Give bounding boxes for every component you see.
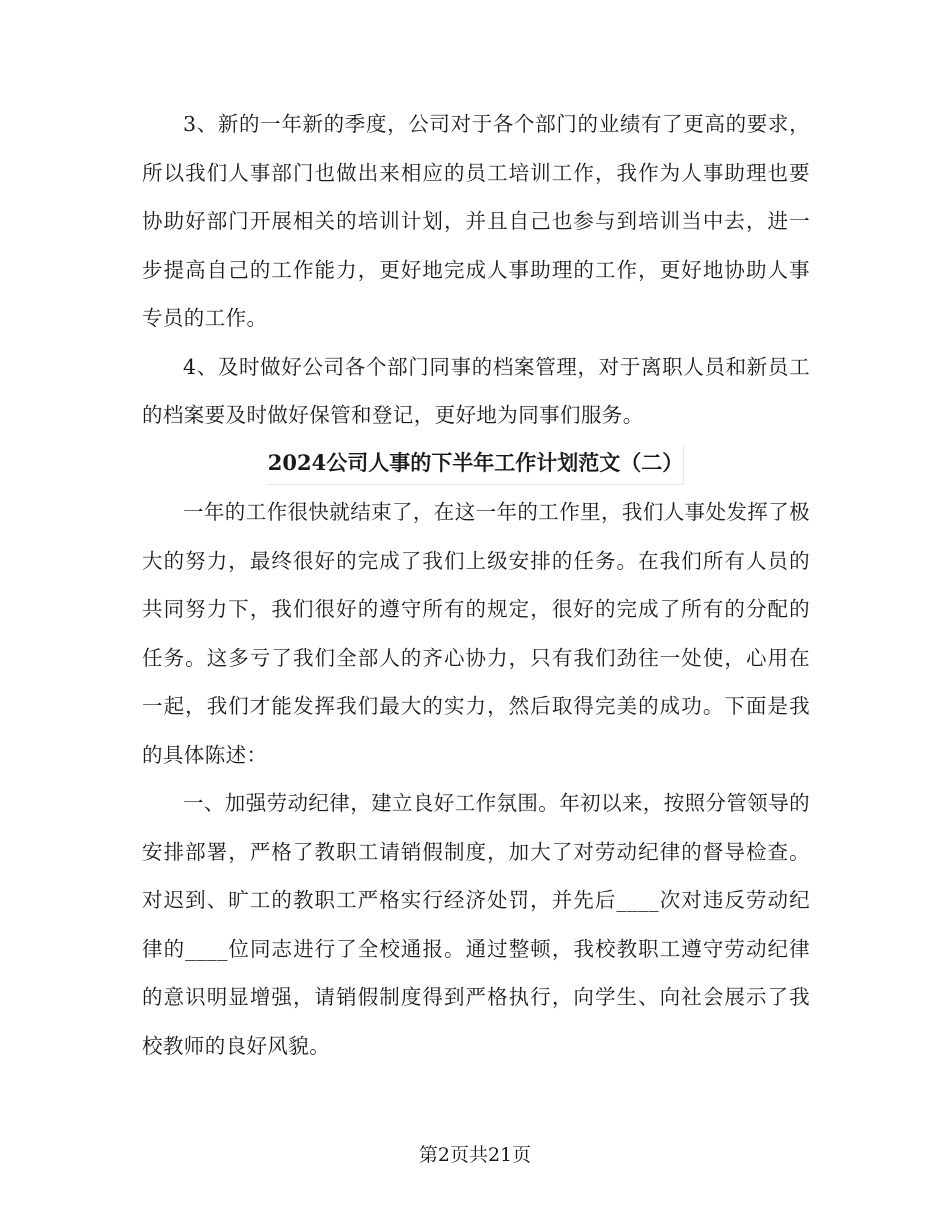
paragraph-item-4: 4、及时做好公司各个部门同事的档案管理，对于离职人员和新员工的档案要及时做好保管和登记，更好地为同事们服务。: [142, 354, 810, 427]
paragraph-item-3: 3、新的一年新的季度，公司对于各个部门的业绩有了更高的要求，所以我们人事部门也做出来相应的员工培训工作，我作为人事助理也要协助好部门开展相关的培训计划，并且自己也参与到培训当中去，进一步提高自己的工作能力，更好地完成人事助理的工作，更好地协助人事专员的工作。: [142, 112, 810, 330]
section-title-text: 2024公司人事的下半年工作计划范文（二）: [268, 446, 684, 485]
paragraph-intro: 一年的工作很快就结束了，在这一年的工作里，我们人事处发挥了极大的努力，最终很好的完成了我们上级安排的任务。在我们所有人员的共同努力下，我们很好的遵守所有的规定，很好的完成了所有的分配的任务。这多亏了我们全部人的齐心协力，只有我们劲往一处使，心用在一起，我们才能发挥我们最大的实力，然后取得完美的成功。下面是我的具体陈述：: [142, 500, 810, 767]
paragraph-labor-discipline: 一、加强劳动纪律，建立良好工作氛围。年初以来，按照分管领导的安排部署，严格了教职工请销假制度，加大了对劳动纪律的督导检查。对迟到、旷工的教职工严格实行经济处罚，并先后____次对违反劳动纪律的____位同志进行了全校通报。通过整顿，我校教职工遵守劳动纪律的意识明显增强，请销假制度得到严格执行，向学生、向社会展示了我校教师的良好风貌。: [142, 791, 810, 1058]
document-body: [142, 100, 810, 1070]
section-title: [142, 440, 810, 489]
page-number: 第2页共21页: [418, 1144, 532, 1166]
